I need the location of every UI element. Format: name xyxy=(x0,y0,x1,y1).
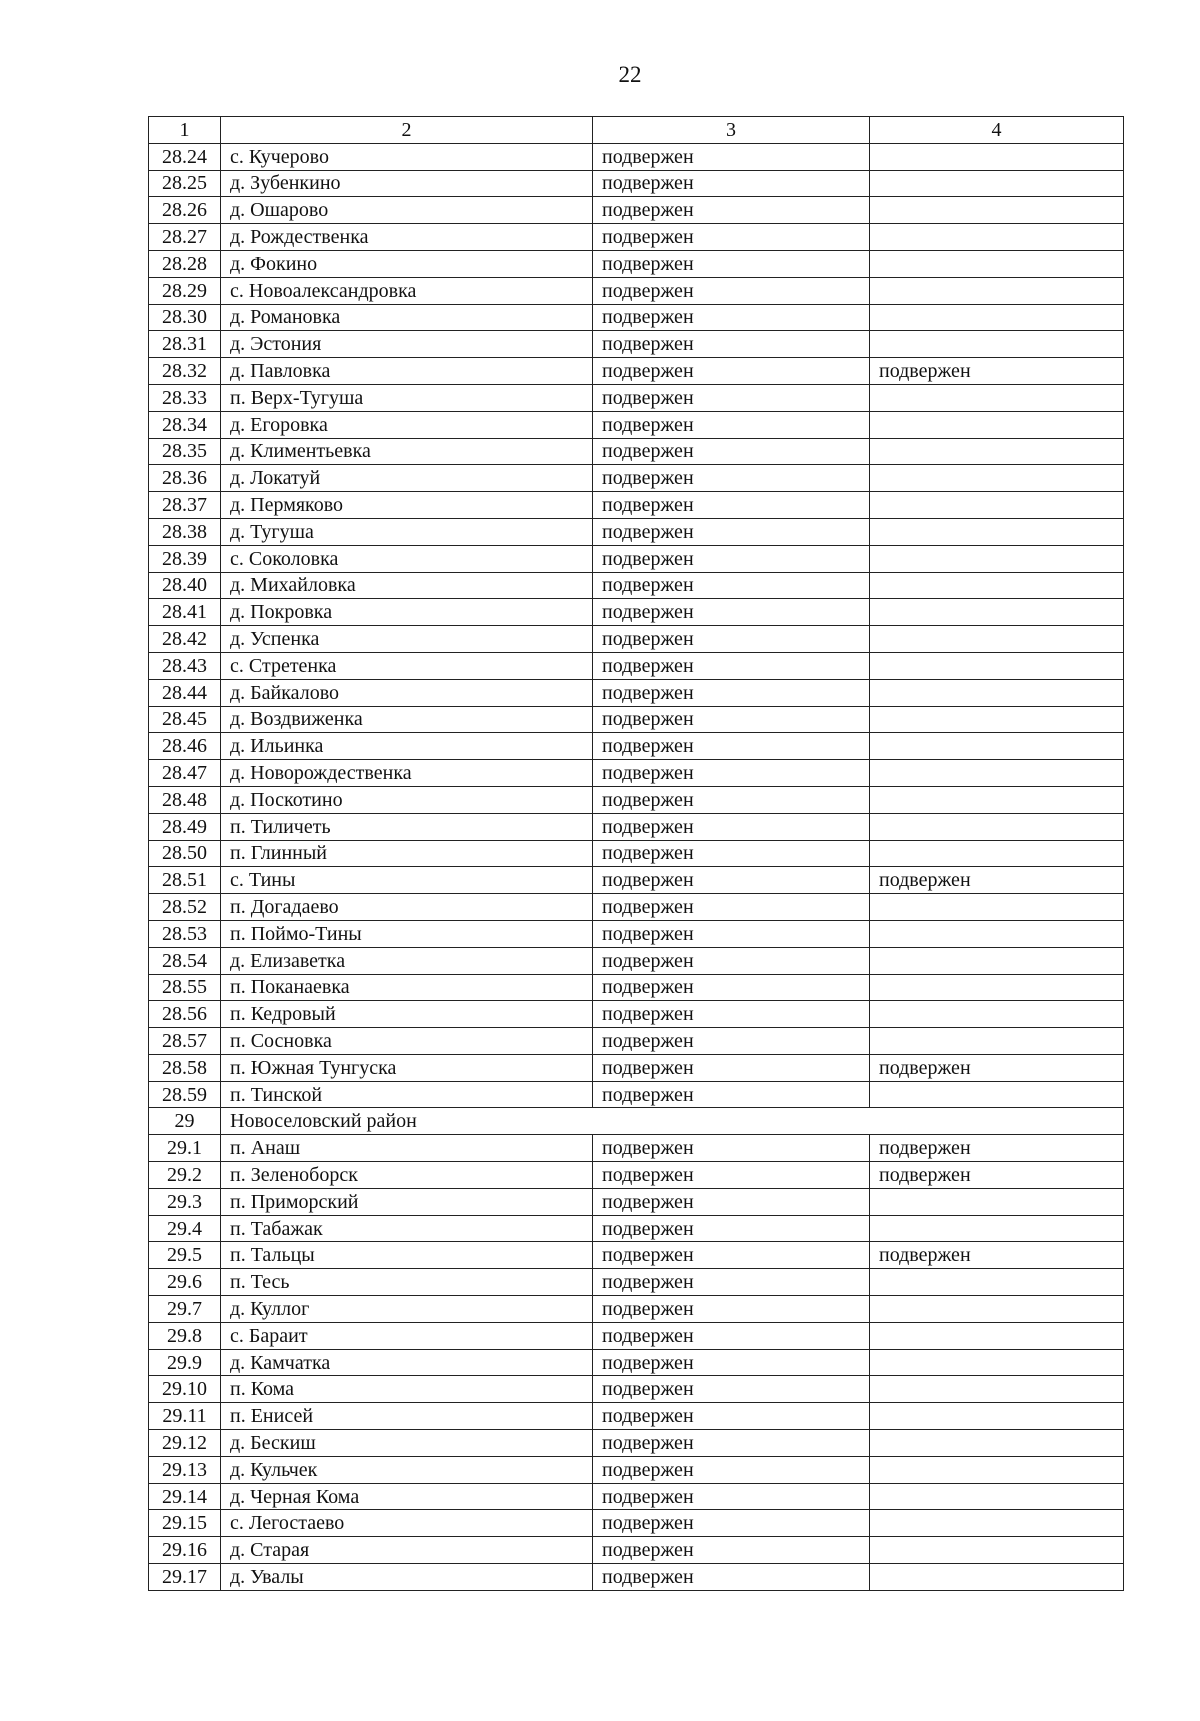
exposure-col4 xyxy=(870,465,1124,492)
exposure-col3: подвержен xyxy=(593,974,870,1001)
row-number: 29.8 xyxy=(149,1322,221,1349)
table-row xyxy=(149,1349,1124,1376)
exposure-col4: подвержен xyxy=(870,358,1124,385)
exposure-col3: подвержен xyxy=(593,492,870,519)
exposure-col4 xyxy=(870,1483,1124,1510)
exposure-col4 xyxy=(870,1564,1124,1591)
row-number: 28.53 xyxy=(149,920,221,947)
settlement-name: д. Рождественка xyxy=(221,224,593,251)
settlement-name: п. Енисей xyxy=(221,1403,593,1430)
table-row xyxy=(149,1269,1124,1296)
exposure-col4 xyxy=(870,1456,1124,1483)
table-row xyxy=(149,545,1124,572)
exposure-col4 xyxy=(870,947,1124,974)
table-row xyxy=(149,1403,1124,1430)
row-number: 28.29 xyxy=(149,277,221,304)
row-number: 28.57 xyxy=(149,1028,221,1055)
row-number: 28.33 xyxy=(149,384,221,411)
row-number: 28.49 xyxy=(149,813,221,840)
table-row xyxy=(149,1537,1124,1564)
exposure-col4 xyxy=(870,840,1124,867)
settlement-name: с. Новоалександровка xyxy=(221,277,593,304)
row-number: 29.17 xyxy=(149,1564,221,1591)
exposure-col3: подвержен xyxy=(593,1564,870,1591)
table-group-row xyxy=(149,1108,1124,1135)
exposure-col3: подвержен xyxy=(593,304,870,331)
exposure-col3: подвержен xyxy=(593,652,870,679)
exposure-col3: подвержен xyxy=(593,197,870,224)
header-cell-4: 4 xyxy=(870,117,1124,144)
row-number: 29.12 xyxy=(149,1430,221,1457)
row-number: 28.24 xyxy=(149,143,221,170)
exposure-col4 xyxy=(870,143,1124,170)
exposure-col3: подвержен xyxy=(593,1510,870,1537)
row-number: 28.38 xyxy=(149,518,221,545)
row-number: 28.51 xyxy=(149,867,221,894)
exposure-col3: подвержен xyxy=(593,1242,870,1269)
table-row xyxy=(149,438,1124,465)
table-row xyxy=(149,1483,1124,1510)
table-row xyxy=(149,492,1124,519)
exposure-col3: подвержен xyxy=(593,1028,870,1055)
exposure-col3: подвержен xyxy=(593,1269,870,1296)
row-number: 28.31 xyxy=(149,331,221,358)
table-row xyxy=(149,813,1124,840)
exposure-col3: подвержен xyxy=(593,170,870,197)
row-number: 29.10 xyxy=(149,1376,221,1403)
row-number: 28.52 xyxy=(149,894,221,921)
exposure-col4 xyxy=(870,1028,1124,1055)
table-row xyxy=(149,197,1124,224)
exposure-col4 xyxy=(870,733,1124,760)
exposure-col3: подвержен xyxy=(593,1001,870,1028)
table-row xyxy=(149,1296,1124,1323)
table-row xyxy=(149,652,1124,679)
row-number: 28.42 xyxy=(149,626,221,653)
settlement-name: п. Сосновка xyxy=(221,1028,593,1055)
exposure-col4 xyxy=(870,518,1124,545)
settlement-name: п. Тальцы xyxy=(221,1242,593,1269)
row-number: 28.59 xyxy=(149,1081,221,1108)
row-number: 29.13 xyxy=(149,1456,221,1483)
table-row xyxy=(149,331,1124,358)
exposure-col4 xyxy=(870,1188,1124,1215)
table-row xyxy=(149,170,1124,197)
settlement-name: д. Ошарово xyxy=(221,197,593,224)
exposure-col4 xyxy=(870,974,1124,1001)
exposure-col3: подвержен xyxy=(593,1456,870,1483)
table-row xyxy=(149,599,1124,626)
exposure-col4 xyxy=(870,1349,1124,1376)
table-row xyxy=(149,733,1124,760)
table-row xyxy=(149,1162,1124,1189)
exposure-col3: подвержен xyxy=(593,1483,870,1510)
exposure-col3: подвержен xyxy=(593,1188,870,1215)
exposure-col3: подвержен xyxy=(593,384,870,411)
exposure-col4 xyxy=(870,197,1124,224)
exposure-col3: подвержен xyxy=(593,1349,870,1376)
settlement-name: д. Поскотино xyxy=(221,786,593,813)
settlement-name: д. Бескиш xyxy=(221,1430,593,1457)
exposure-col4 xyxy=(870,438,1124,465)
exposure-col4 xyxy=(870,545,1124,572)
exposure-col4 xyxy=(870,492,1124,519)
exposure-col3: подвержен xyxy=(593,438,870,465)
row-number: 28.48 xyxy=(149,786,221,813)
exposure-col4 xyxy=(870,1376,1124,1403)
table-row xyxy=(149,411,1124,438)
exposure-col3: подвержен xyxy=(593,1537,870,1564)
settlement-name: д. Куллог xyxy=(221,1296,593,1323)
exposure-col4 xyxy=(870,1537,1124,1564)
exposure-col3: подвержен xyxy=(593,1215,870,1242)
table-row xyxy=(149,920,1124,947)
settlement-name: д. Покровка xyxy=(221,599,593,626)
table-row xyxy=(149,384,1124,411)
exposure-col4 xyxy=(870,170,1124,197)
exposure-col3: подвержен xyxy=(593,143,870,170)
table-row xyxy=(149,358,1124,385)
exposure-col3: подвержен xyxy=(593,411,870,438)
exposure-col4 xyxy=(870,1322,1124,1349)
exposure-col4 xyxy=(870,1430,1124,1457)
table-row xyxy=(149,1188,1124,1215)
settlement-name: п. Анаш xyxy=(221,1135,593,1162)
settlement-name: д. Фокино xyxy=(221,250,593,277)
exposure-col3: подвержен xyxy=(593,920,870,947)
exposure-col4 xyxy=(870,1403,1124,1430)
settlement-name: с. Кучерово xyxy=(221,143,593,170)
exposure-col3: подвержен xyxy=(593,545,870,572)
row-number: 29.15 xyxy=(149,1510,221,1537)
settlement-name: п. Тиличеть xyxy=(221,813,593,840)
row-number: 28.26 xyxy=(149,197,221,224)
exposure-col4 xyxy=(870,1001,1124,1028)
exposure-col4: подвержен xyxy=(870,1054,1124,1081)
table-row xyxy=(149,706,1124,733)
table-row xyxy=(149,1242,1124,1269)
exposure-col3: подвержен xyxy=(593,1054,870,1081)
row-number: 29.3 xyxy=(149,1188,221,1215)
exposure-col3: подвержен xyxy=(593,358,870,385)
settlement-name: д. Ильинка xyxy=(221,733,593,760)
exposure-col3: подвержен xyxy=(593,277,870,304)
settlement-name: п. Зеленоборск xyxy=(221,1162,593,1189)
exposure-col4: подвержен xyxy=(870,1242,1124,1269)
exposure-col3: подвержен xyxy=(593,224,870,251)
row-number: 28.41 xyxy=(149,599,221,626)
table-row xyxy=(149,1564,1124,1591)
exposure-col4: подвержен xyxy=(870,1162,1124,1189)
table-row xyxy=(149,760,1124,787)
table-row xyxy=(149,1135,1124,1162)
row-number: 28.39 xyxy=(149,545,221,572)
settlement-name: п. Поймо-Тины xyxy=(221,920,593,947)
exposure-col3: подвержен xyxy=(593,331,870,358)
exposure-col4 xyxy=(870,277,1124,304)
settlement-name: д. Новорождественка xyxy=(221,760,593,787)
row-number: 28.43 xyxy=(149,652,221,679)
table-row xyxy=(149,1001,1124,1028)
table-row xyxy=(149,1510,1124,1537)
exposure-col4 xyxy=(870,920,1124,947)
table-row xyxy=(149,867,1124,894)
exposure-col3: подвержен xyxy=(593,599,870,626)
table-row xyxy=(149,518,1124,545)
exposure-col4 xyxy=(870,786,1124,813)
table-row xyxy=(149,840,1124,867)
exposure-col3: подвержен xyxy=(593,733,870,760)
exposure-col3: подвержен xyxy=(593,1430,870,1457)
settlement-name: д. Михайловка xyxy=(221,572,593,599)
table-row xyxy=(149,1430,1124,1457)
settlement-name: п. Глинный xyxy=(221,840,593,867)
exposure-col4 xyxy=(870,1081,1124,1108)
settlement-name: д. Павловка xyxy=(221,358,593,385)
exposure-col4: подвержен xyxy=(870,867,1124,894)
exposure-col4 xyxy=(870,224,1124,251)
table-header-row xyxy=(149,117,1124,144)
exposure-col3: подвержен xyxy=(593,786,870,813)
exposure-col4 xyxy=(870,1296,1124,1323)
settlement-name: д. Егоровка xyxy=(221,411,593,438)
settlement-name: п. Табажак xyxy=(221,1215,593,1242)
exposure-col3: подвержен xyxy=(593,1296,870,1323)
settlement-name: д. Климентьевка xyxy=(221,438,593,465)
exposure-col3: подвержен xyxy=(593,1081,870,1108)
exposure-col4 xyxy=(870,572,1124,599)
exposure-col4 xyxy=(870,679,1124,706)
table-row xyxy=(149,250,1124,277)
exposure-col4 xyxy=(870,384,1124,411)
exposure-col3: подвержен xyxy=(593,518,870,545)
exposure-col4 xyxy=(870,304,1124,331)
row-number: 28.35 xyxy=(149,438,221,465)
row-number: 28.50 xyxy=(149,840,221,867)
row-number: 28.54 xyxy=(149,947,221,974)
row-number: 28.30 xyxy=(149,304,221,331)
table-row xyxy=(149,465,1124,492)
settlements-table xyxy=(148,116,1124,1591)
exposure-col4 xyxy=(870,250,1124,277)
row-number: 29.6 xyxy=(149,1269,221,1296)
row-number: 28.56 xyxy=(149,1001,221,1028)
table-row xyxy=(149,1028,1124,1055)
settlement-name: д. Старая xyxy=(221,1537,593,1564)
settlement-name: с. Бараит xyxy=(221,1322,593,1349)
exposure-col3: подвержен xyxy=(593,760,870,787)
row-number: 29.14 xyxy=(149,1483,221,1510)
settlement-name: д. Эстония xyxy=(221,331,593,358)
table-row xyxy=(149,1215,1124,1242)
table-row xyxy=(149,894,1124,921)
row-number: 28.32 xyxy=(149,358,221,385)
exposure-col4 xyxy=(870,1510,1124,1537)
settlement-name: д. Пермяково xyxy=(221,492,593,519)
exposure-col3: подвержен xyxy=(593,465,870,492)
table-row xyxy=(149,277,1124,304)
exposure-col3: подвержен xyxy=(593,1403,870,1430)
table-row xyxy=(149,1081,1124,1108)
settlement-name: п. Тесь xyxy=(221,1269,593,1296)
exposure-col3: подвержен xyxy=(593,813,870,840)
settlement-name: д. Увалы xyxy=(221,1564,593,1591)
exposure-col3: подвержен xyxy=(593,1376,870,1403)
page-number: 22 xyxy=(618,62,642,87)
exposure-col3: подвержен xyxy=(593,626,870,653)
exposure-col4 xyxy=(870,894,1124,921)
header-cell-1: 1 xyxy=(149,117,221,144)
table-row xyxy=(149,304,1124,331)
table-row xyxy=(149,1054,1124,1081)
settlement-name: п. Южная Тунгуска xyxy=(221,1054,593,1081)
settlement-name: д. Успенка xyxy=(221,626,593,653)
exposure-col4 xyxy=(870,813,1124,840)
settlement-name: д. Байкалово xyxy=(221,679,593,706)
exposure-col3: подвержен xyxy=(593,1162,870,1189)
settlement-name: п. Тинской xyxy=(221,1081,593,1108)
settlement-name: д. Черная Кома xyxy=(221,1483,593,1510)
row-number: 28.25 xyxy=(149,170,221,197)
table-row xyxy=(149,786,1124,813)
settlement-name: п. Кедровый xyxy=(221,1001,593,1028)
group-title: Новоселовский район xyxy=(221,1108,1124,1135)
row-number: 28.36 xyxy=(149,465,221,492)
table-row xyxy=(149,974,1124,1001)
row-number: 28.58 xyxy=(149,1054,221,1081)
row-number: 28.27 xyxy=(149,224,221,251)
table-row xyxy=(149,1376,1124,1403)
row-number: 28.44 xyxy=(149,679,221,706)
exposure-col4 xyxy=(870,331,1124,358)
table-row xyxy=(149,1456,1124,1483)
header-cell-2: 2 xyxy=(221,117,593,144)
exposure-col4 xyxy=(870,652,1124,679)
exposure-col3: подвержен xyxy=(593,706,870,733)
settlement-name: п. Приморский xyxy=(221,1188,593,1215)
row-number: 28.47 xyxy=(149,760,221,787)
row-number: 28.46 xyxy=(149,733,221,760)
settlement-name: с. Легостаево xyxy=(221,1510,593,1537)
row-number: 28.37 xyxy=(149,492,221,519)
exposure-col3: подвержен xyxy=(593,894,870,921)
row-number: 29.9 xyxy=(149,1349,221,1376)
header-cell-3: 3 xyxy=(593,117,870,144)
settlement-name: д. Кульчек xyxy=(221,1456,593,1483)
exposure-col3: подвержен xyxy=(593,1135,870,1162)
exposure-col4 xyxy=(870,599,1124,626)
exposure-col4 xyxy=(870,706,1124,733)
table-row xyxy=(149,143,1124,170)
exposure-col3: подвержен xyxy=(593,250,870,277)
row-number: 29 xyxy=(149,1108,221,1135)
exposure-col3: подвержен xyxy=(593,679,870,706)
settlement-name: с. Тины xyxy=(221,867,593,894)
row-number: 29.5 xyxy=(149,1242,221,1269)
settlement-name: д. Тугуша xyxy=(221,518,593,545)
table-row xyxy=(149,1322,1124,1349)
row-number: 29.16 xyxy=(149,1537,221,1564)
table-row xyxy=(149,947,1124,974)
exposure-col3: подвержен xyxy=(593,947,870,974)
exposure-col4 xyxy=(870,1215,1124,1242)
settlement-name: д. Воздвиженка xyxy=(221,706,593,733)
exposure-col4 xyxy=(870,760,1124,787)
row-number: 28.34 xyxy=(149,411,221,438)
row-number: 28.28 xyxy=(149,250,221,277)
exposure-col4: подвержен xyxy=(870,1135,1124,1162)
row-number: 29.4 xyxy=(149,1215,221,1242)
row-number: 29.1 xyxy=(149,1135,221,1162)
table-row xyxy=(149,626,1124,653)
settlement-name: д. Зубенкино xyxy=(221,170,593,197)
settlement-name: п. Верх-Тугуша xyxy=(221,384,593,411)
table-row xyxy=(149,679,1124,706)
row-number: 29.11 xyxy=(149,1403,221,1430)
exposure-col4 xyxy=(870,626,1124,653)
table-row xyxy=(149,224,1124,251)
settlement-name: с. Стретенка xyxy=(221,652,593,679)
exposure-col3: подвержен xyxy=(593,1322,870,1349)
exposure-col4 xyxy=(870,411,1124,438)
row-number: 29.2 xyxy=(149,1162,221,1189)
settlement-name: п. Поканаевка xyxy=(221,974,593,1001)
exposure-col3: подвержен xyxy=(593,867,870,894)
row-number: 29.7 xyxy=(149,1296,221,1323)
settlement-name: д. Романовка xyxy=(221,304,593,331)
row-number: 28.45 xyxy=(149,706,221,733)
exposure-col3: подвержен xyxy=(593,572,870,599)
exposure-col4 xyxy=(870,1269,1124,1296)
row-number: 28.55 xyxy=(149,974,221,1001)
settlement-name: с. Соколовка xyxy=(221,545,593,572)
settlement-name: д. Локатуй xyxy=(221,465,593,492)
exposure-col3: подвержен xyxy=(593,840,870,867)
settlement-name: п. Догадаево xyxy=(221,894,593,921)
table-row xyxy=(149,572,1124,599)
settlement-name: д. Камчатка xyxy=(221,1349,593,1376)
settlement-name: п. Кома xyxy=(221,1376,593,1403)
settlement-name: д. Елизаветка xyxy=(221,947,593,974)
row-number: 28.40 xyxy=(149,572,221,599)
